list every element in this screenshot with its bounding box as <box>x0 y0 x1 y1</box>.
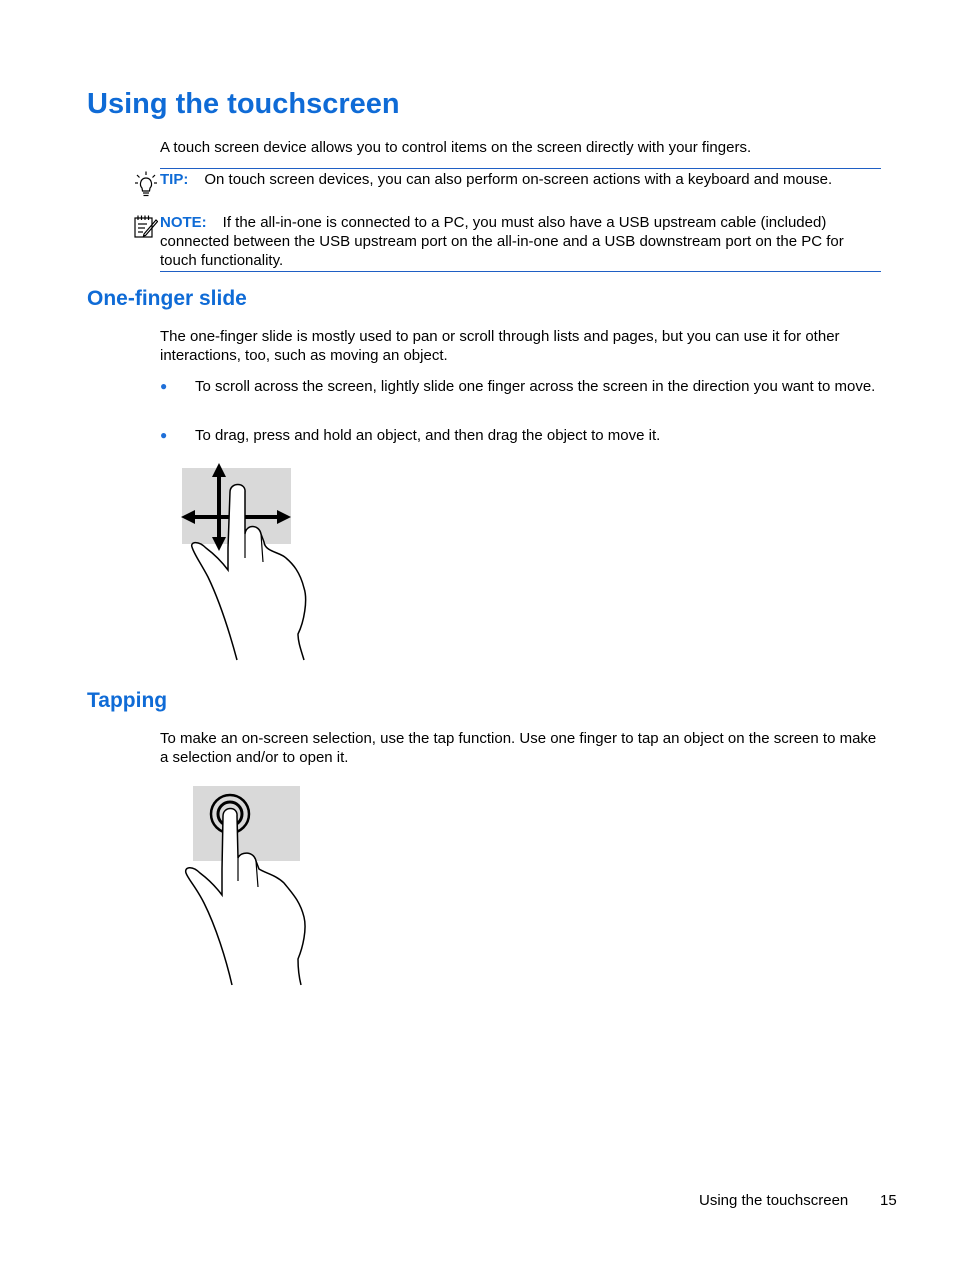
section-heading-tapping: Tapping <box>87 689 168 712</box>
tip-text <box>160 170 885 189</box>
note-label: NOTE: <box>160 214 207 231</box>
intro-paragraph: A touch screen device allows you to control items on the screen directly with your fingers. <box>160 139 752 156</box>
note-pad-icon <box>134 214 158 238</box>
tip-body: On touch screen devices, you can also perform on-screen actions with a keyboard and mouse. <box>204 171 833 188</box>
note-text <box>160 213 882 270</box>
tip-label: TIP: <box>160 171 189 188</box>
note-body: If the all-in-one is connected to a PC, you must also have a USB upstream cable (included) connected between the USB upstream port on the all-in-one and a USB downstream port on the PC for touch functionality. <box>160 214 844 269</box>
bullet-icon: ● <box>160 428 168 442</box>
tapping-paragraph: To make an on-screen selection, use the tap function. Use one finger to tap an object on the screen to make a selection and/or to open it. <box>160 730 877 766</box>
page-title: Using the touchscreen <box>87 88 400 120</box>
section-heading-one-finger-slide: One-finger slide <box>87 287 247 310</box>
list-item: To scroll across the screen, lightly slide one finger across the screen in the direction you want to move. <box>195 378 876 395</box>
slide-paragraph: The one-finger slide is mostly used to pan or scroll through lists and pages, but you can use it for other interactions, too, such as moving an object. <box>160 328 840 364</box>
footer-section-title: Using the touchscreen <box>699 1192 849 1209</box>
tip-top-rule <box>160 168 881 169</box>
one-finger-slide-illustration <box>180 462 320 664</box>
page-number: 15 <box>880 1192 897 1209</box>
list-item: To drag, press and hold an object, and then drag the object to move it. <box>195 427 661 444</box>
tap-illustration <box>180 783 320 989</box>
note-bottom-rule <box>160 271 881 272</box>
lightbulb-icon <box>135 171 157 197</box>
bullet-icon: ● <box>160 379 168 393</box>
